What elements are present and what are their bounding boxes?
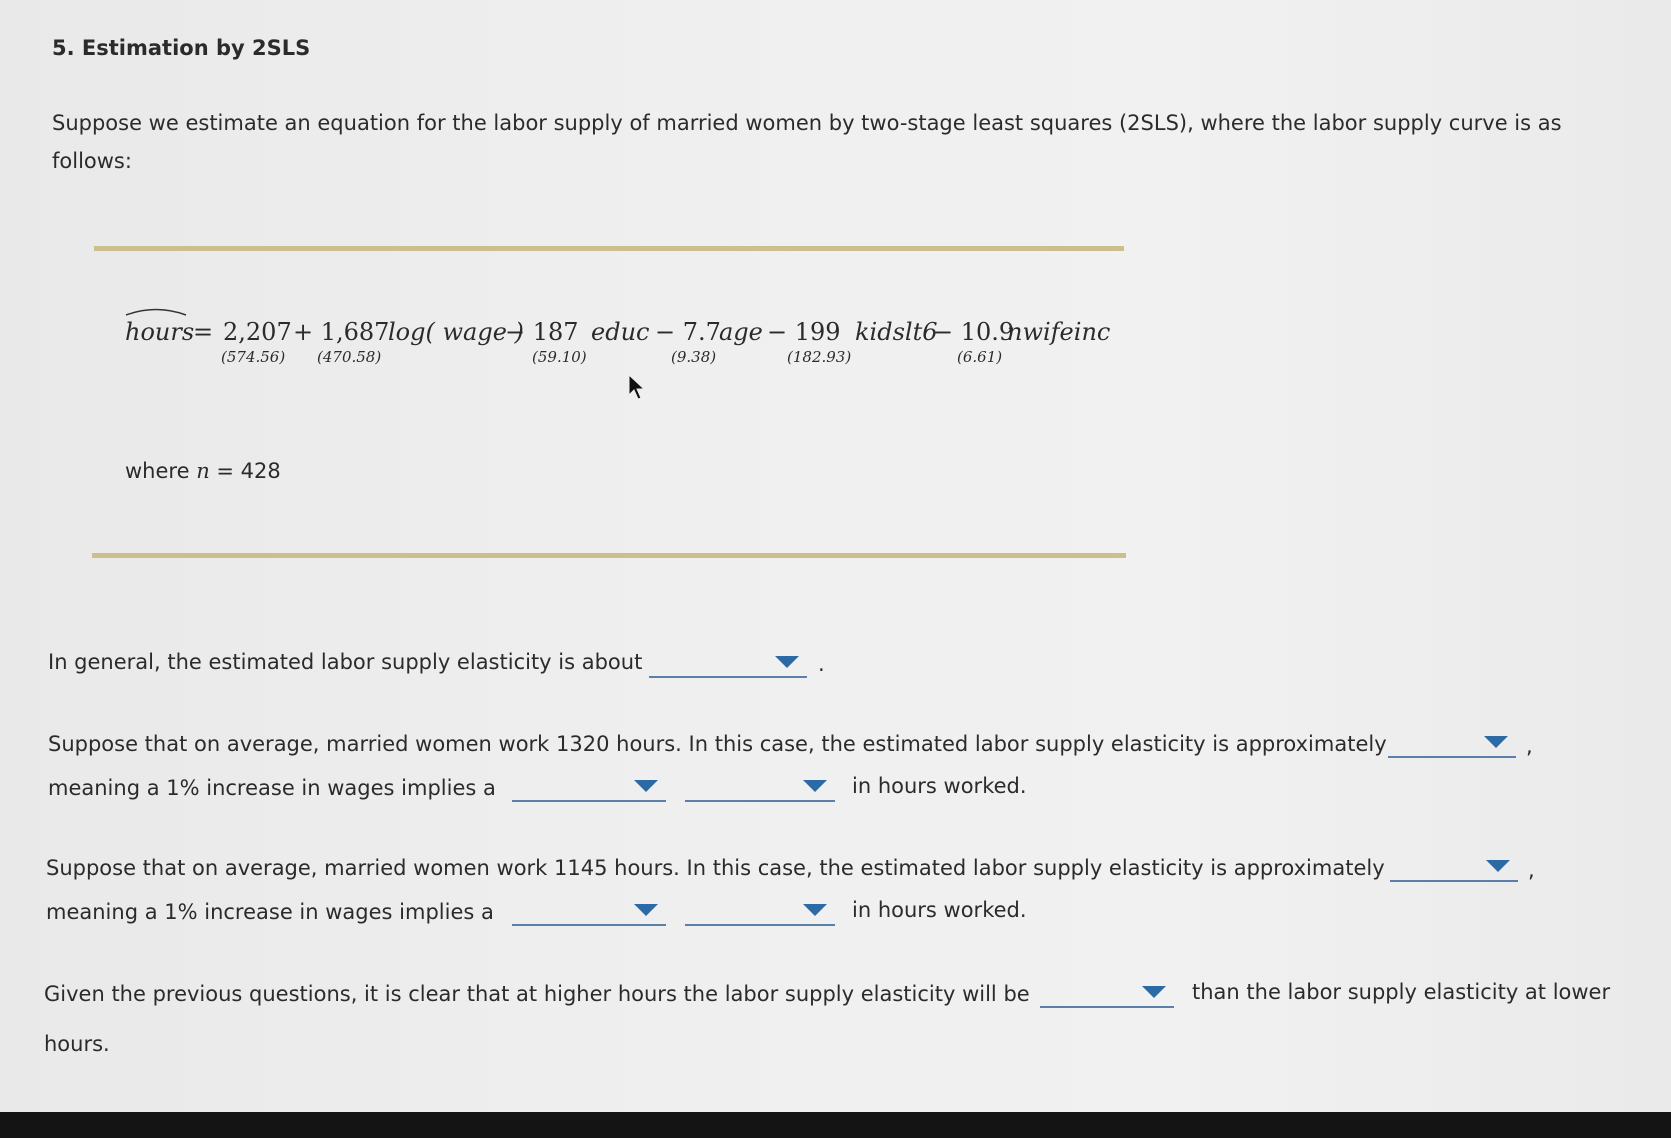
eq-var-kidslt6: kidslt6: [855, 318, 938, 346]
q3-comma: ,: [1528, 858, 1535, 882]
eq-lhs: hours: [125, 318, 195, 346]
screen-bezel: [0, 1112, 1671, 1138]
question-title: 5. Estimation by 2SLS: [52, 36, 311, 60]
chevron-down-icon: [634, 780, 658, 792]
q3-amount-dropdown[interactable]: [512, 898, 666, 926]
sample-size-note: [125, 459, 281, 483]
q4-comparison-dropdown[interactable]: [1040, 980, 1174, 1008]
eq-coef-logwage: + 1,687: [293, 318, 390, 346]
eq-var-logwage: log( wage ): [388, 318, 524, 346]
q3-elasticity-dropdown[interactable]: [1390, 854, 1518, 882]
top-divider: [94, 246, 1124, 251]
q4-line2: hours.: [44, 1032, 110, 1056]
eq-se-age: (9.38): [671, 348, 717, 366]
intro-text: Suppose we estimate an equation for the labor supply of married women by two-stage least squares (2SLS), where the labor supply curve is as follows:: [52, 111, 1562, 173]
q1-period: .: [818, 652, 825, 676]
eq-intercept: 2,207: [223, 318, 292, 346]
eq-intercept-se: (574.56): [221, 348, 286, 366]
eq-equals: =: [193, 318, 214, 346]
q2-amount-dropdown[interactable]: [512, 774, 666, 802]
q4-after: than the labor supply elasticity at lower: [1192, 980, 1611, 1004]
n-variable: n: [196, 459, 210, 483]
chevron-down-icon: [1142, 986, 1166, 998]
chevron-down-icon: [1484, 736, 1508, 748]
chevron-down-icon: [634, 904, 658, 916]
eq-se-logwage: (470.58): [317, 348, 382, 366]
q1-elasticity-dropdown[interactable]: [649, 650, 807, 678]
chevron-down-icon: [803, 904, 827, 916]
where-value: = 428: [216, 459, 281, 483]
q3-text: Suppose that on average, married women work 1145 hours. In this case, the estimated labor supply elasticity is approximately: [46, 856, 1385, 880]
q2-direction-dropdown[interactable]: [685, 774, 835, 802]
q3-line2: meaning a 1% increase in wages implies a: [46, 900, 494, 924]
q2-elasticity-dropdown[interactable]: [1388, 730, 1516, 758]
q2-suffix: in hours worked.: [852, 774, 1027, 798]
where-label: where: [125, 459, 190, 483]
eq-var-educ: educ: [591, 318, 650, 346]
q3-direction-dropdown[interactable]: [685, 898, 835, 926]
q2-comma: ,: [1526, 734, 1533, 758]
q1-text: In general, the estimated labor supply elasticity is about: [48, 650, 643, 674]
eq-coef-educ: − 187: [505, 318, 579, 346]
eq-var-age: age: [719, 318, 763, 346]
q2-text: Suppose that on average, married women work 1320 hours. In this case, the estimated labor supply elasticity is approximately: [48, 732, 1387, 756]
eq-coef-age: − 7.7: [655, 318, 721, 346]
chevron-down-icon: [803, 780, 827, 792]
eq-se-educ: (59.10): [532, 348, 587, 366]
chevron-down-icon: [1486, 860, 1510, 872]
bottom-divider: [92, 553, 1126, 558]
q3-suffix: in hours worked.: [852, 898, 1027, 922]
q4-text: Given the previous questions, it is clear that at higher hours the labor supply elasticity will be: [44, 982, 1030, 1006]
eq-se-kidslt6: (182.93): [787, 348, 852, 366]
eq-coef-kidslt6: − 199: [767, 318, 841, 346]
q2-line2: meaning a 1% increase in wages implies a: [48, 776, 496, 800]
mouse-pointer-icon: [628, 374, 648, 402]
chevron-down-icon: [775, 656, 799, 668]
eq-coef-nwifeinc: − 10.9: [933, 318, 1015, 346]
eq-se-nwifeinc: (6.61): [957, 348, 1003, 366]
hat-accent-icon: [125, 306, 187, 316]
eq-var-nwifeinc: nwifeinc: [1007, 318, 1111, 346]
